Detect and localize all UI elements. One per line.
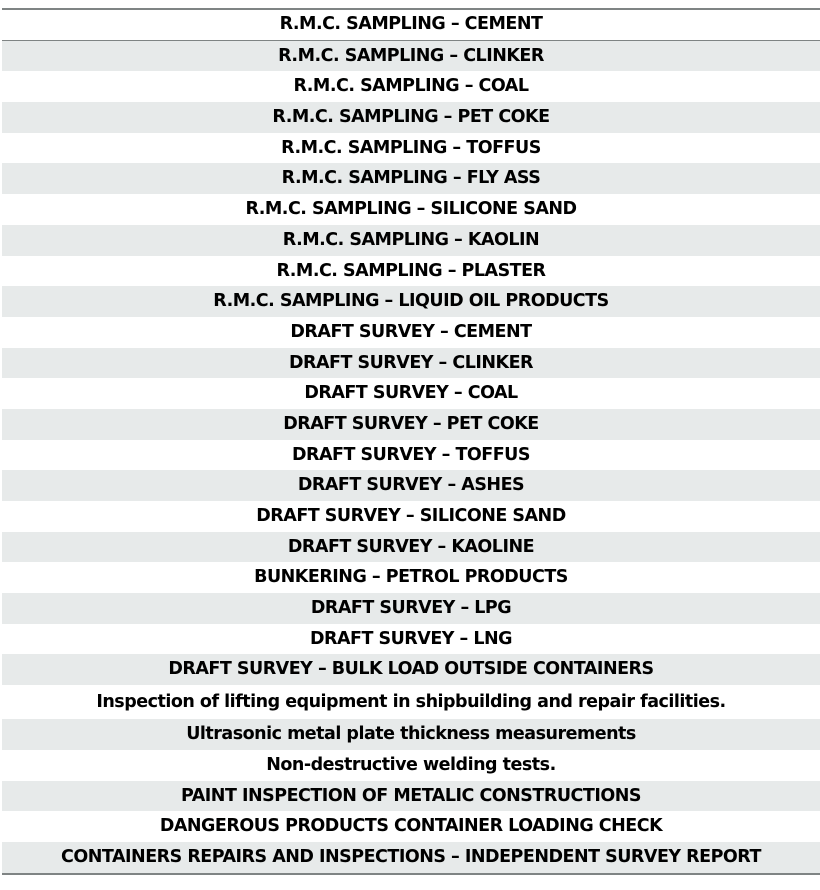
service-row: DRAFT SURVEY – COAL [2,378,820,409]
service-row: DANGEROUS PRODUCTS CONTAINER LOADING CHECK [2,811,820,842]
service-row: R.M.C. SAMPLING – CLINKER [2,41,820,72]
service-row: DRAFT SURVEY – LPG [2,593,820,624]
service-row: R.M.C. SAMPLING – KAOLIN [2,225,820,256]
service-row: DRAFT SURVEY – LNG [2,624,820,655]
service-row: DRAFT SURVEY – SILICONE SAND [2,501,820,532]
service-row: PAINT INSPECTION OF METALIC CONSTRUCTIONS [2,781,820,812]
service-row: R.M.C. SAMPLING – CEMENT [2,10,820,41]
service-row: R.M.C. SAMPLING – TOFFUS [2,133,820,164]
service-row: Ultrasonic metal plate thickness measurements [2,719,820,750]
service-row: DRAFT SURVEY – BULK LOAD OUTSIDE CONTAINERS [2,654,820,685]
service-row: DRAFT SURVEY – ASHES [2,470,820,501]
service-row: DRAFT SURVEY – PET COKE [2,409,820,440]
service-row: Inspection of lifting equipment in shipbuilding and repair facilities. [2,685,820,719]
service-row: DRAFT SURVEY – TOFFUS [2,440,820,471]
service-row: BUNKERING – PETROL PRODUCTS [2,562,820,593]
service-row: R.M.C. SAMPLING – COAL [2,71,820,102]
service-row: R.M.C. SAMPLING – PET COKE [2,102,820,133]
service-row: R.M.C. SAMPLING – FLY ASS [2,163,820,194]
service-row: CONTAINERS REPAIRS AND INSPECTIONS – INDEPENDENT SURVEY REPORT [2,842,820,873]
services-table [2,8,820,875]
service-row: DRAFT SURVEY – KAOLINE [2,532,820,563]
service-row: R.M.C. SAMPLING – PLASTER [2,256,820,287]
service-row: Non-destructive welding tests. [2,750,820,781]
service-row: DRAFT SURVEY – CLINKER [2,348,820,379]
service-row: R.M.C. SAMPLING – SILICONE SAND [2,194,820,225]
service-row: R.M.C. SAMPLING – LIQUID OIL PRODUCTS [2,286,820,317]
service-row: DRAFT SURVEY – CEMENT [2,317,820,348]
